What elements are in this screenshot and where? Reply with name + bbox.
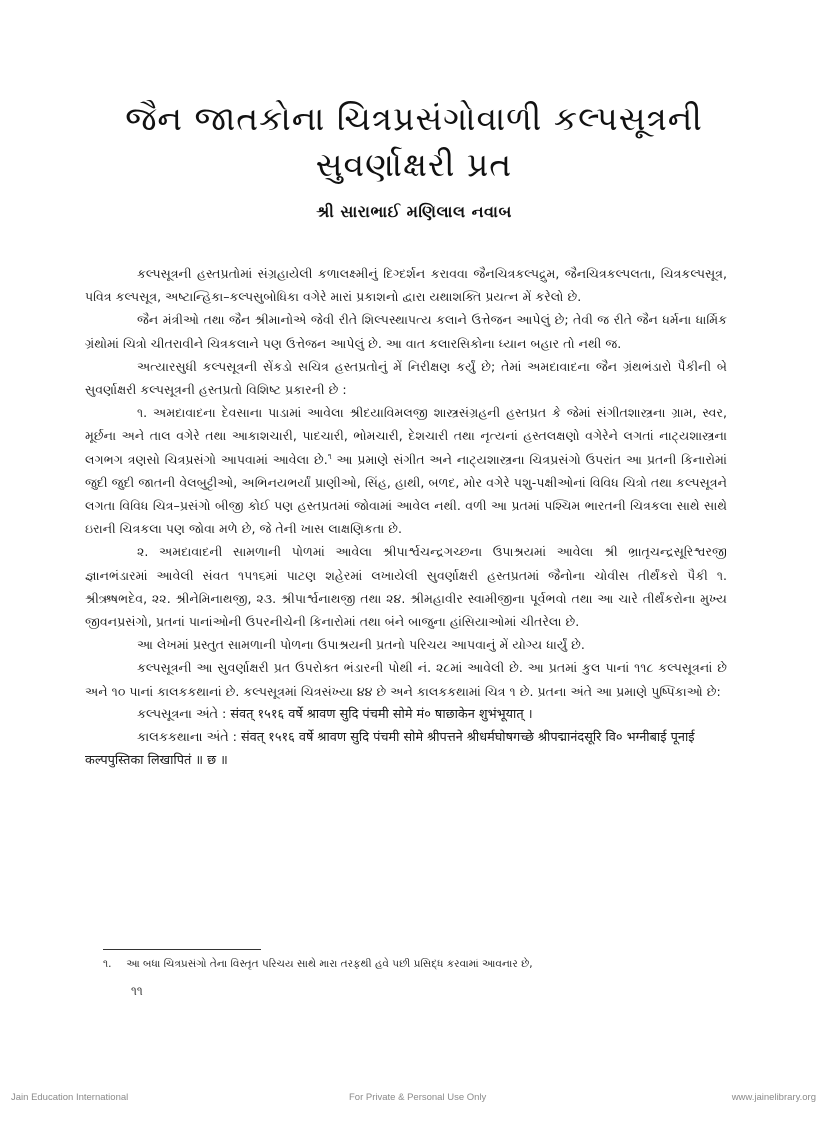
footer-website-link[interactable]: www.jainelibrary.org [731,1092,816,1103]
colophon-kalakakatha: કાલકકથાના અંતે : संवत् १५१६ वर्षे श्रावण सुदि पंचमी सोमे श्रीपत्तने श्रीधर्मघोषगच्छे श्रीपद्मानंदसूरि वि० भग्नीबाई पूनाई कल्पपुस्तिका लिखापितं ॥ छ ॥ [85,730,695,769]
author-byline: શ્રી સારાભાઈ મણિલાલ નવાબ [316,202,512,221]
title-line-1: જૈન જાતકોના ચિત્રપ્રસંગોવાળી કલ્પસૂત્રની [125,99,703,138]
paragraph-1: કલ્પસૂત્રની હસ્તપ્રતોમાં સંગ્રહાયેલી કળાલક્ષ્મીનું દિગ્દર્શન કરાવવા જૈનચિત્રકલ્પદ્રુમ, જૈનચિત્રકલ્પલતા, ચિત્રકલ્પસૂત્ર, પવિત્ર કલ્પસૂત્ર, અષ્ટાન્હિકા–કલ્પસુબોધિકા વગેરે મારાં પ્રકાશનો દ્વારા યથાશક્તિ પ્રયત્ન મેં કરેલો છે. [85,266,727,305]
item-1-text-after: આ પ્રમાણે સંગીત અને નાટ્યશાસ્ત્રના ચિત્રપ્રસંગો ઉપરાંત આ પ્રતની કિનારોમાં જુદી જુદી જાતની વેલબુટ્ટીઓ, અભિનયભર્યાં પ્રાણીઓ, સિંહ, હાથી, બળદ, મોર વગેરે પશુ-પક્ષીઓનાં વિવિધ ચિત્રો તથા કલ્પસૂત્રને લગતા વિવિધ ચિત્ર–પ્રસંગો બીજી કોઈ પણ હસ્તપ્રતમાં જોવામાં આવેલ નથી. વળી આ પ્રતમાં પશ્ચિમ ભારતની ચિત્રકલા સાથે સાથે ઇરાની ચિત્રકલા પણ જોવા મળે છે, જે તેની ખાસ લાક્ષણિકતા છે. [85,451,727,537]
numbered-item-1 [85,401,727,540]
footnote-text: આ બધા ચિત્રપ્રસંગો તેના વિસ્તૃત પરિચય સાથે મારા તરફથી હવે પછી પ્રસિદ્ધ કરવામાં આવનાર છે, [126,958,533,970]
footnote [103,956,723,972]
footnote-number: ૧. [103,958,112,970]
footer-publisher: Jain Education International [11,1092,129,1103]
page-footer [0,1088,828,1108]
footnote-reference[interactable]: ૧ [327,451,332,461]
paragraph-2: જૈન મંત્રીઓ તથા જૈન શ્રીમાનોએ જેવી રીતે શિલ્પસ્થાપત્ય કલાને ઉત્તેજન આપેલું છે; તેવી જ રીતે જૈન ધર્મના ધાર્મિક ગ્રંથોમાં ચિત્રો ચીતરાવીને ચિત્રકલાને પણ ઉત્તેજન આપેલું છે. આ વાત કલારસિકોના ધ્યાન બહાર તો નથી જ. [85,312,727,351]
footnote-divider [103,949,261,950]
article-body [85,262,727,772]
page-number: ૧૧ [131,984,143,998]
item-1-text-before: ૧. અમદાવાદના દેવસાના પાડામાં આવેલા શ્રીદયાવિમલજી શાસ્ત્રસંગ્રહની હસ્તપ્રત કે જેમાં સંગીતશાસ્ત્રના ગ્રામ, સ્વર, મૂર્છના અને તાલ વગેરે તથા આકાશચારી, પાદચારી, ભોમચારી, દેશચારી તથા નૃત્યનાં હસ્તલક્ષણો વગેરેને લગતાં નાટ્યશાસ્ત્રના લગભગ ત્રણસો ચિત્રપ્રસંગો આપવામાં આવેલા છે. [85,405,727,467]
paragraph-intro: આ લેખમાં પ્રસ્તુત સામળાની પોળના ઉપાશ્રયની પ્રતનો પરિચય આપવાનું મેં યોગ્ય ધાર્યું છે. [137,637,585,653]
article-title [0,96,828,188]
footer-usage-notice: For Private & Personal Use Only [349,1092,487,1103]
colophon-kalpasutra: કલ્પસૂત્રના અંતે : संवत् १५१६ वर्षे श्रावण सुदि पंचमी सोमे मं० षाछाकेन शुभंभूयात् । [137,706,533,722]
numbered-item-2: ૨. અમદાવાદની સામળાની પોળમાં આવેલા શ્રીપાર્શ્વચન્દ્રગચ્છના ઉપાશ્રયમાં આવેલા શ્રી ભ્રાતૃચન્દ્રસૂરિશ્વરજી જ્ઞાનભંડારમાં આવેલી સંવત ૧૫૧૬માં પાટણ શહેરમાં લખાયેલી સુવર્ણાક્ષરી હસ્તપ્રતમાં જૈનોના ચોવીસ તીર્થંકરો પૈકી ૧. શ્રીઋષભદેવ, ૨૨. શ્રીનેમિનાથજી, ૨૩. શ્રીપાર્શ્વનાથજી તથા ૨૪. શ્રીમહાવીર સ્વામીજીના પૂર્વભવો તથા આ ચારે તીર્થંકરોના મુખ્ય જીવનપ્રસંગો, પ્રતનાં પાનાંઓની ઉપરનીચેની કિનારોમાં તથા બંને બાજુના હાંસિયાઓમાં ચીતરેલા છે. [85,544,727,630]
paragraph-3: અત્યારસુધી કલ્પસૂત્રની સેંકડો સચિત્ર હસ્તપ્રતોનું મેં નિરીક્ષણ કર્યું છે; તેમાં અમદાવાદના જૈન ગ્રંથભંડારો પૈકીની બે સુવર્ણાક્ષરી કલ્પસૂત્રની હસ્તપ્રતો વિશિષ્ટ પ્રકારની છે : [85,358,727,398]
paragraph-details: કલ્પસૂત્રની આ સુવર્ણાક્ષરી પ્રત ઉપરોક્ત ભંડારની પોથી નં. ૨૮માં આવેલી છે. આ પ્રતમાં કુલ પાનાં ૧૧૮ કલ્પસૂત્રનાં છે અને ૧૦ પાનાં કાલકકથાનાં છે. કલ્પસૂત્રમાં ચિત્રસંખ્યા ૪૪ છે અને કાલકકથામાં ચિત્ર ૧ છે. પ્રતના અંતે આ પ્રમાણે પુષ્પિકાઓ છે: [85,660,727,699]
title-line-2: સુવર્ણાક્ષરી પ્રત [315,145,513,184]
